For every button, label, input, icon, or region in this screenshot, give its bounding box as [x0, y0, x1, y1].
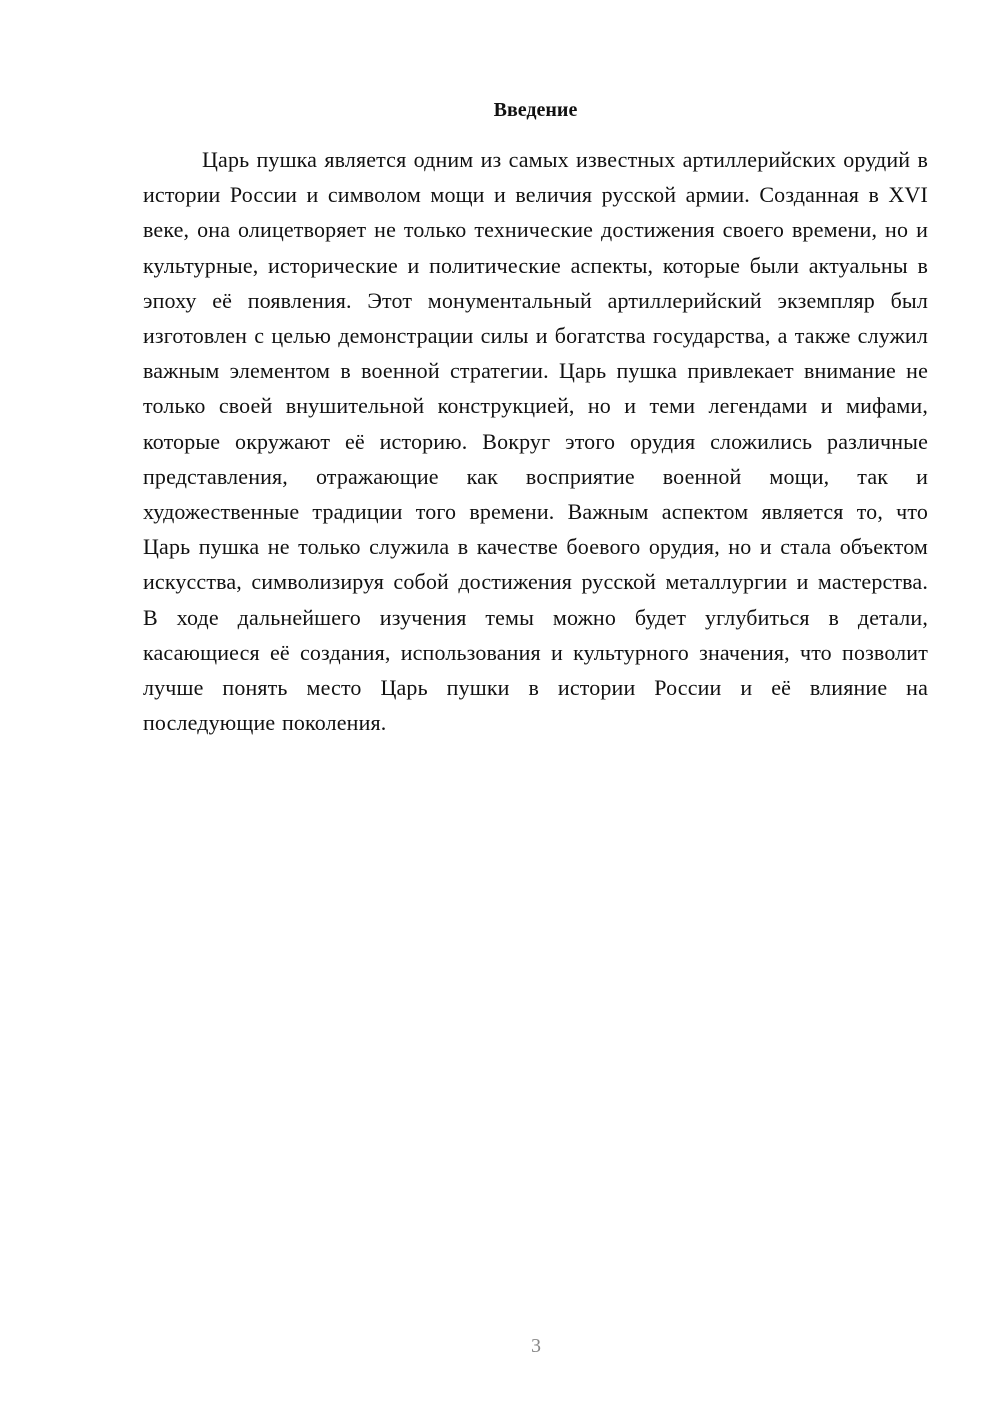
page-number: 3 — [531, 1335, 541, 1357]
body-paragraph: Царь пушка является одним из самых известных артиллерийских орудий в истории России и символом мощи и величия русской армии. Созданная в XVI веке, она олицетворяет не только технические достижения своего времени, но и культурные, исторические и политические аспекты, которые были актуальны в эпоху её появления. Этот монументальный артиллерийский экземпляр был изготовлен с целью демонстрации силы и богатства государства, а также служил важным элементом в военной стратегии. Царь пушка привлекает внимание не только своей внушительной конструкцией, но и теми легендами и мифами, которые окружают её историю. Вокруг этого орудия сложились различные представления, отражающие как восприятие военной мощи, так и художественные традиции того времени. Важным аспектом является то, что Царь пушка не только служила в качестве боевого орудия, но и стала объектом искусства, символизируя собой достижения русской металлургии и мастерства. В ходе дальнейшего изучения темы можно будет углубиться в детали, касающиеся её создания, использования и культурного значения, что позволит лучше понять место Царь пушки в истории России и её влияние на последующие поколения. — [143, 147, 928, 736]
section-heading: Введение — [493, 99, 578, 121]
